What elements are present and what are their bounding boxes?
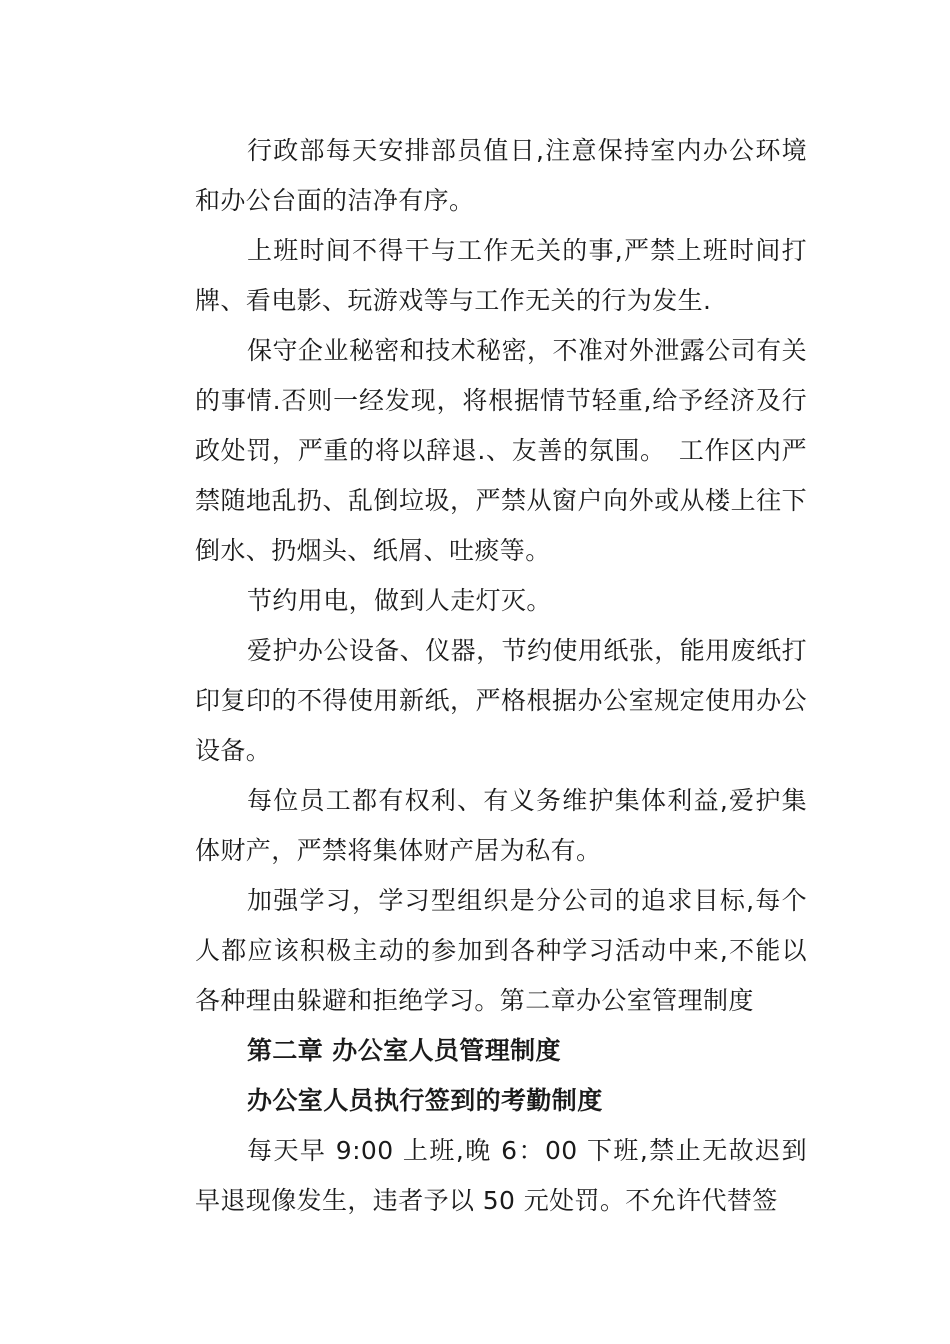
chapter-heading: 第二章 办公室人员管理制度 [247,1036,561,1065]
section-heading: 办公室人员执行签到的考勤制度 [247,1086,603,1115]
paragraph-collective-property: 每位员工都有权利、有义务维护集体利益,爱护集体财产，严禁将集体财产居为私有。 [195,786,807,865]
paragraph-confidentiality: 保守企业秘密和技术秘密，不准对外泄露公司有关的事情.否则一经发现，将根据情节轻重,给予经济及行政处罚，严重的将以辞退.、友善的氛围。 工作区内严禁随地乱扔、乱倒垃圾，严禁从窗户向外或从楼上往下倒水、扔烟头、纸屑、吐痰等。 [195,336,807,565]
paragraph-learning: 加强学习，学习型组织是分公司的追求目标,每个人都应该积极主动的参加到各种学习活动中来,不能以各种理由躲避和拒绝学习。第二章办公室管理制度 [195,886,807,1015]
paragraph-attendance-hours: 每天早 9:00 上班,晚 6：00 下班,禁止无故迟到早退现像发生，违者予以 50 元处罚。不允许代替签 [195,1136,807,1215]
document-page [195,126,807,1226]
paragraph-duty-rotation: 行政部每天安排部员值日,注意保持室内办公环境和办公台面的洁净有序。 [195,136,807,215]
paragraph-equipment-care: 爱护办公设备、仪器，节约使用纸张，能用废纸打印复印的不得使用新纸，严格根据办公室规定使用办公设备。 [195,636,807,765]
paragraph-save-electricity: 节约用电，做到人走灯灭。 [247,586,552,615]
paragraph-work-hours-conduct: 上班时间不得干与工作无关的事,严禁上班时间打牌、看电影、玩游戏等与工作无关的行为发生. [195,236,807,315]
